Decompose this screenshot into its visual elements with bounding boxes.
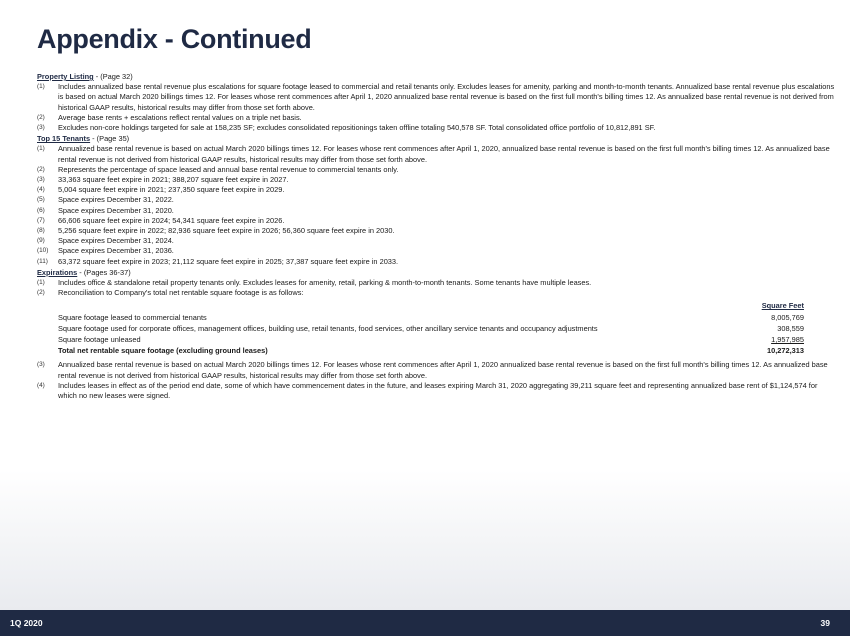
footer-period: 1Q 2020 — [10, 618, 43, 628]
page-number: 39 — [820, 618, 830, 628]
footnote-number: (1) — [37, 83, 45, 91]
row-value: 10,272,313 — [767, 346, 804, 356]
footer-bar — [0, 610, 850, 636]
footnote — [37, 278, 837, 288]
row-value: 1,957,985 — [771, 335, 804, 345]
footnote — [37, 206, 837, 216]
footnote-number: (3) — [37, 124, 45, 132]
footnote-number: (9) — [37, 237, 45, 245]
footnote-text: Annualized base rental revenue is based on actual March 2020 billings times 12. For leases whose rent commences after April 1, 2020, annualized base rental revenue is based on the first full month's billing times 12. As annualized base rental revenue is not derived from historical GAAP results, historical results may differ from those set forth above. — [58, 144, 830, 164]
footnote — [37, 360, 837, 380]
footnote — [37, 246, 837, 256]
footnote-number: (1) — [37, 145, 45, 153]
section-title: Top 15 Tenants — [37, 134, 91, 144]
footnote-text: Space expires December 31, 2020. — [58, 205, 174, 215]
footnote-text: Space expires December 31, 2022. — [58, 195, 174, 205]
section-page-ref: - (Page 32) — [93, 72, 133, 81]
footnote-number: (1) — [37, 279, 45, 287]
row-label: Square footage unleased — [58, 335, 141, 345]
table-row — [58, 312, 804, 323]
appendix-content — [37, 71, 837, 401]
section-title: Expirations — [37, 267, 78, 277]
footnote — [37, 381, 837, 401]
footnote-text: Annualized base rental revenue is based on actual March 2020 billings times 12. For leases whose rent commences after April 1, 2020 annualized base rental revenue is based on the first full month's billing times 12. As annualized base rental revenue is not derived from historical GAAP results, historical results may differ from those set forth above. — [58, 360, 828, 380]
footnote-text: 66,606 square feet expire in 2024; 54,341 square feet expire in 2026. — [58, 215, 285, 225]
footnote — [37, 144, 837, 164]
footnote — [37, 113, 837, 123]
footnote-text: Space expires December 31, 2036. — [58, 246, 174, 256]
section-page-ref: - (Page 35) — [90, 134, 130, 144]
footnote-text: Includes annualized base rental revenue plus escalations for square footage leased to commercial and retail tenants only. Excludes leases for amenity, parking and month-to-month tenants. Annualized base rental revenue plus escalations is based on actual March 2020 billings times 12. For leases whose rent commences after April 1, 2020 annualized base rental revenue is based on the first full month's billing times 12. As annualized base rental revenue is not derived from historical GAAP results, historical results may differ from those set forth above. — [58, 82, 835, 112]
footnote-number: (4) — [37, 381, 45, 389]
footnote-text: 63,372 square feet expire in 2023; 21,112 square feet expire in 2025; 37,387 square feet expire in 2033. — [58, 256, 399, 266]
footnote-number: (2) — [37, 165, 45, 173]
footnote-text: Reconciliation to Company's total net rentable square footage is as follows: — [58, 288, 304, 298]
section-heading-top-15-tenants — [37, 134, 837, 144]
row-label: Total net rentable square footage (excluding ground leases) — [58, 346, 268, 356]
footnote — [37, 82, 837, 113]
footnote — [37, 288, 837, 298]
footnote-text: 5,256 square feet expire in 2022; 82,936 square feet expire in 2026; 56,360 square feet expire in 2030. — [58, 226, 395, 236]
section-heading-expirations — [37, 268, 837, 278]
row-label: Square footage used for corporate offices, management offices, building use, retail tenants, food services, other ancillary service tenants and occupancy adjustments — [58, 324, 598, 334]
footnote — [37, 185, 837, 195]
footnote-text: 33,363 square feet expire in 2021; 388,207 square feet expire in 2027. — [58, 175, 289, 185]
table-row — [58, 334, 804, 345]
footnote-number: (3) — [37, 361, 45, 369]
footnote — [37, 226, 837, 236]
section-page-ref: - (Pages 36-37) — [77, 267, 131, 277]
footnote-text: Includes office & standalone retail property tenants only. Excludes leases for amenity, retail, parking & month-to-month tenants. Some tenants have multiple leases. — [58, 278, 592, 288]
footnote-text: 5,004 square feet expire in 2021; 237,350 square feet expire in 2029. — [58, 185, 285, 195]
section-heading-property-listing — [37, 72, 837, 82]
background-gradient — [0, 470, 850, 610]
footnote — [37, 175, 837, 185]
footnote-number: (10) — [37, 247, 49, 255]
footnote-number: (11) — [37, 257, 48, 265]
reconciliation-header: Square Feet — [761, 301, 804, 311]
footnote-number: (6) — [37, 206, 45, 214]
footnote — [37, 165, 837, 175]
row-value: 8,005,769 — [771, 313, 804, 323]
footnote-number: (8) — [37, 227, 45, 235]
footnote — [37, 195, 837, 205]
reconciliation-table — [58, 301, 804, 356]
footnote-number: (5) — [37, 196, 45, 204]
footnote-number: (4) — [37, 186, 45, 194]
footnote-number: (2) — [37, 113, 45, 121]
section-title: Property Listing — [37, 72, 94, 81]
footnote-text: Average base rents + escalations reflect rental values on a triple net basis. — [58, 112, 302, 122]
table-total-row — [58, 345, 804, 356]
footnote-number: (7) — [37, 216, 45, 224]
footnote-text: Space expires December 31, 2024. — [58, 236, 174, 246]
page-title: Appendix - Continued — [37, 24, 312, 54]
footnote — [37, 257, 837, 267]
footnote-text: Includes leases in effect as of the period end date, some of which have commencement dates in the future, and leases expiring March 31, 2020 aggregating 39,211 square feet and representing annualized base rent of $1,124,574 for which no new leases were signed. — [58, 380, 818, 401]
table-row — [58, 323, 804, 334]
footnote — [37, 123, 837, 133]
footnote-number: (3) — [37, 176, 45, 184]
footnote-number: (2) — [37, 289, 45, 297]
footnote-text: Excludes non-core holdings targeted for sale at 158,235 SF; excludes consolidated repositionings taken offline totaling 540,578 SF. Total consolidated office portfolio of 10,812,891 SF. — [58, 123, 656, 133]
footnote — [37, 236, 837, 246]
row-value: 308,559 — [777, 324, 804, 334]
row-label: Square footage leased to commercial tenants — [58, 313, 207, 323]
footnote — [37, 216, 837, 226]
footnote-text: Represents the percentage of space leased and annual base rental revenue to commercial tenants only. — [58, 164, 399, 174]
